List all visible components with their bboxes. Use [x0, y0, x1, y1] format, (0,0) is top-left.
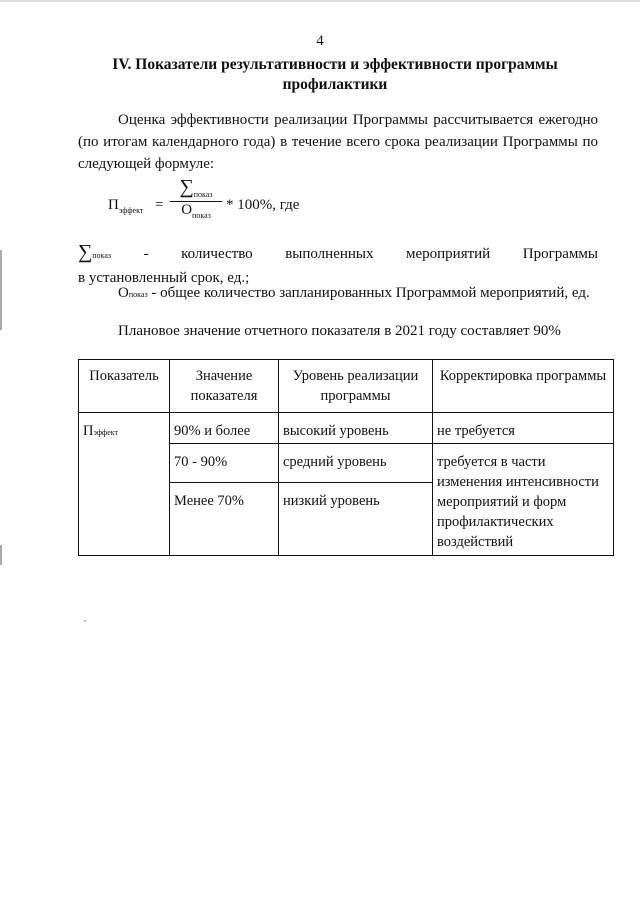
value-cell: Менее 70%	[170, 483, 279, 556]
table-row	[79, 413, 614, 444]
table-header-row	[79, 360, 614, 413]
page-top-edge	[0, 0, 640, 2]
table-header: Показатель	[79, 360, 170, 413]
formula-fraction	[168, 178, 224, 220]
value-cell: 70 - 90%	[170, 444, 279, 483]
indicator-cell: Пэффект	[79, 413, 170, 556]
definition-word: мероприятий	[406, 246, 491, 262]
page-number: 4	[316, 33, 324, 49]
correction-cell: не требуется	[433, 413, 614, 444]
definition-sum	[78, 243, 598, 289]
scan-speck	[84, 620, 86, 622]
definition-dash: -	[143, 246, 149, 262]
formula-lhs: $П_{эффект}$	[108, 197, 144, 215]
table-header: Уровень реализации программы	[279, 360, 433, 413]
formula-lhs-subscript: эффект	[118, 206, 144, 215]
page-left-edge	[0, 250, 2, 330]
value-cell: 90% и более	[170, 413, 279, 444]
indicator-table	[78, 359, 614, 556]
level-cell: высокий уровень	[279, 413, 433, 444]
correction-cell: требуется в части изменения интенсивности мероприятий и форм профилактических воздействий	[433, 444, 614, 556]
definition-sum-line2: в установленный срок, ед.;	[78, 270, 250, 286]
definition-sum-symbol: ∑показ	[78, 241, 112, 263]
plan-value-text: Плановое значение отчетного показателя в 2021 году составляет 90%	[118, 323, 561, 339]
sum-icon: ∑	[179, 176, 194, 198]
table-header: Корректировка программы	[433, 360, 614, 413]
table-header: Значение показателя	[170, 360, 279, 413]
sum-icon: ∑	[78, 241, 93, 263]
page-left-edge-mark	[0, 545, 2, 565]
definition-word: выполненных	[285, 246, 374, 262]
section-title: IV. Показатели результативности и эффективности программы профилактики	[112, 56, 558, 93]
intro-paragraph: Оценка эффективности реализации Программы рассчитывается ежегодно (по итогам календарного года) в течение всего срока реализации Программы по следующей формуле:	[78, 112, 598, 172]
definition-o: Опоказ - общее количество запланированных Программой мероприятий, ед.	[118, 285, 590, 301]
level-cell: средний уровень	[279, 444, 433, 483]
definition-word: Программы	[522, 246, 598, 262]
formula-numerator: $\sum_{показ}$	[179, 176, 213, 199]
formula-equals: =	[155, 197, 164, 213]
level-cell: низкий уровень	[279, 483, 433, 556]
formula-denominator: $О_{показ}$	[181, 202, 211, 220]
formula-rhs: * 100%, где	[226, 197, 300, 213]
definition-word: количество	[181, 246, 253, 262]
